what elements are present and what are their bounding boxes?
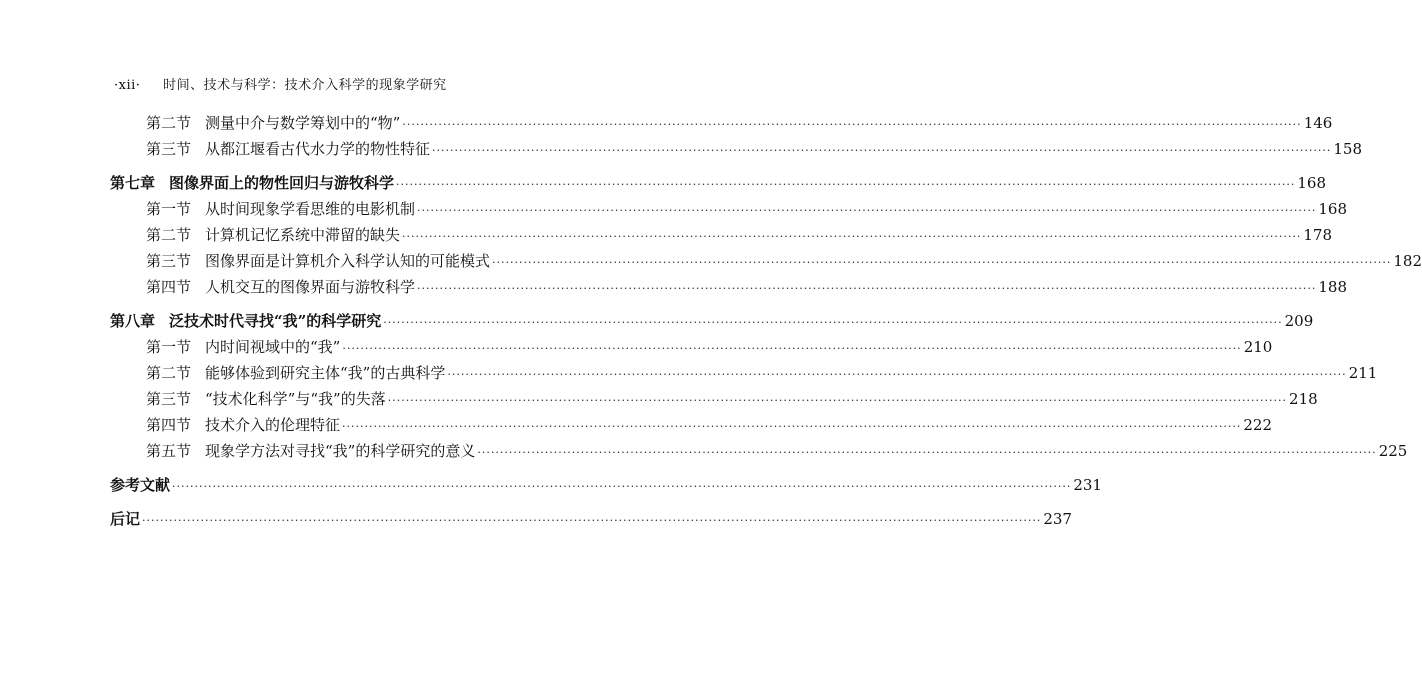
toc-entry-number: 第三节 xyxy=(146,140,192,158)
dot-leader: ········································································································································································································ xyxy=(492,256,1392,269)
table-of-contents xyxy=(110,112,1422,534)
toc-entry-title: 能够体验到研究主体“我”的古典科学 xyxy=(205,364,446,382)
toc-chapter-entry xyxy=(110,474,1102,500)
dot-leader: ········································································································································································································ xyxy=(142,514,1042,527)
dot-leader: ········································································································································································································ xyxy=(172,480,1072,493)
toc-page-number: 188 xyxy=(1318,278,1347,296)
toc-entry-label xyxy=(146,440,475,461)
toc-section-entry xyxy=(110,138,1362,164)
toc-page-number: 182 xyxy=(1393,252,1422,270)
toc-entry-title: 计算机记忆系统中滞留的缺失 xyxy=(205,226,401,244)
toc-section-entry xyxy=(110,388,1318,414)
toc-entry-title: 内时间视域中的“我” xyxy=(205,338,341,356)
toc-entry-number: 第一节 xyxy=(146,338,192,356)
dot-leader: ········································································································································································································ xyxy=(396,178,1296,191)
toc-entry-number: 第三节 xyxy=(146,390,192,408)
toc-entry-title: 从都江堰看古代水力学的物性特征 xyxy=(205,140,431,158)
toc-section-entry xyxy=(110,250,1422,276)
toc-entry-title: 图像界面是计算机介入科学认知的可能模式 xyxy=(205,252,491,270)
toc-entry-number: 第五节 xyxy=(146,442,192,460)
toc-chapter-entry xyxy=(110,508,1072,534)
toc-section-entry xyxy=(110,362,1378,388)
toc-entry-title: 参考文献 xyxy=(110,476,171,494)
toc-entry-title: 现象学方法对寻找“我”的科学研究的意义 xyxy=(205,442,476,460)
toc-entry-title: 从时间现象学看思维的电影机制 xyxy=(205,200,416,218)
toc-page-number: 210 xyxy=(1243,338,1273,356)
toc-page-number: 209 xyxy=(1284,312,1314,330)
toc-entry-label xyxy=(146,112,400,133)
toc-section-entry xyxy=(110,336,1273,362)
toc-entry-label xyxy=(146,224,400,245)
dot-leader: ········································································································································································································ xyxy=(417,282,1317,295)
toc-entry-label xyxy=(146,336,340,357)
toc-entry-label xyxy=(146,362,445,383)
dot-leader: ········································································································································································································ xyxy=(402,118,1302,131)
toc-page-number: 146 xyxy=(1303,114,1333,132)
toc-chapter-entry xyxy=(110,172,1326,198)
toc-entry-number: 第二节 xyxy=(146,226,192,244)
toc-entry-number: 第四节 xyxy=(146,416,192,434)
toc-page-number: 168 xyxy=(1318,200,1347,218)
toc-entry-title: 测量中介与数学筹划中的“物” xyxy=(205,114,401,132)
toc-section-entry xyxy=(110,112,1333,138)
dot-leader: ········································································································································································································ xyxy=(342,342,1242,355)
toc-page-number: 218 xyxy=(1289,390,1318,408)
toc-page-number: 225 xyxy=(1378,442,1408,460)
dot-leader: ········································································································································································································ xyxy=(477,446,1377,459)
toc-entry-number: 第八章 xyxy=(110,312,156,330)
toc-entry-number: 第二节 xyxy=(146,364,192,382)
toc-entry-number: 第一节 xyxy=(146,200,192,218)
toc-entry-number: 第四节 xyxy=(146,278,192,296)
toc-page-number: 237 xyxy=(1043,510,1072,528)
toc-entry-label xyxy=(110,508,140,529)
toc-entry-title: 图像界面上的物性回归与游牧科学 xyxy=(169,174,395,192)
toc-entry-label xyxy=(110,172,394,193)
toc-entry-number: 第三节 xyxy=(146,252,192,270)
toc-entry-label xyxy=(110,474,170,495)
page-number: ·xii· xyxy=(114,78,141,93)
dot-leader: ········································································································································································································ xyxy=(417,204,1317,217)
toc-page-number: 222 xyxy=(1243,416,1272,434)
dot-leader: ········································································································································································································ xyxy=(447,368,1347,381)
dot-leader: ········································································································································································································ xyxy=(342,420,1242,433)
toc-section-entry xyxy=(110,198,1347,224)
toc-page-number: 211 xyxy=(1348,364,1378,382)
toc-entry-label xyxy=(146,388,386,409)
toc-page-number: 168 xyxy=(1297,174,1326,192)
toc-entry-number: 第七章 xyxy=(110,174,156,192)
dot-leader: ········································································································································································································ xyxy=(432,144,1332,157)
toc-entry-title: 技术介入的伦理特征 xyxy=(205,416,341,434)
toc-entry-number: 第二节 xyxy=(146,114,192,132)
toc-entry-label xyxy=(146,414,340,435)
toc-entry-label xyxy=(146,138,430,159)
toc-entry-title: “技术化科学”与“我”的失落 xyxy=(205,390,386,408)
toc-entry-label xyxy=(110,310,381,331)
toc-entry-label xyxy=(146,250,490,271)
toc-section-entry xyxy=(110,440,1408,466)
dot-leader: ········································································································································································································ xyxy=(387,394,1288,407)
dot-leader: ········································································································································································································ xyxy=(402,230,1302,243)
toc-page-number: 178 xyxy=(1303,226,1332,244)
book-title: 时间、技术与科学：技术介入科学的现象学研究 xyxy=(163,78,447,93)
toc-entry-label xyxy=(146,276,415,297)
toc-section-entry xyxy=(110,414,1272,440)
toc-section-entry xyxy=(110,276,1347,302)
running-header xyxy=(114,74,447,93)
toc-section-entry xyxy=(110,224,1332,250)
dot-leader: ········································································································································································································ xyxy=(383,316,1283,329)
toc-page-number: 231 xyxy=(1073,476,1102,494)
toc-page-number: 158 xyxy=(1333,140,1362,158)
toc-entry-title: 后记 xyxy=(110,510,141,528)
toc-entry-title: 泛技术时代寻找“我”的科学研究 xyxy=(169,312,382,330)
toc-entry-title: 人机交互的图像界面与游牧科学 xyxy=(205,278,416,296)
toc-entry-label xyxy=(146,198,415,219)
toc-chapter-entry xyxy=(110,310,1314,336)
